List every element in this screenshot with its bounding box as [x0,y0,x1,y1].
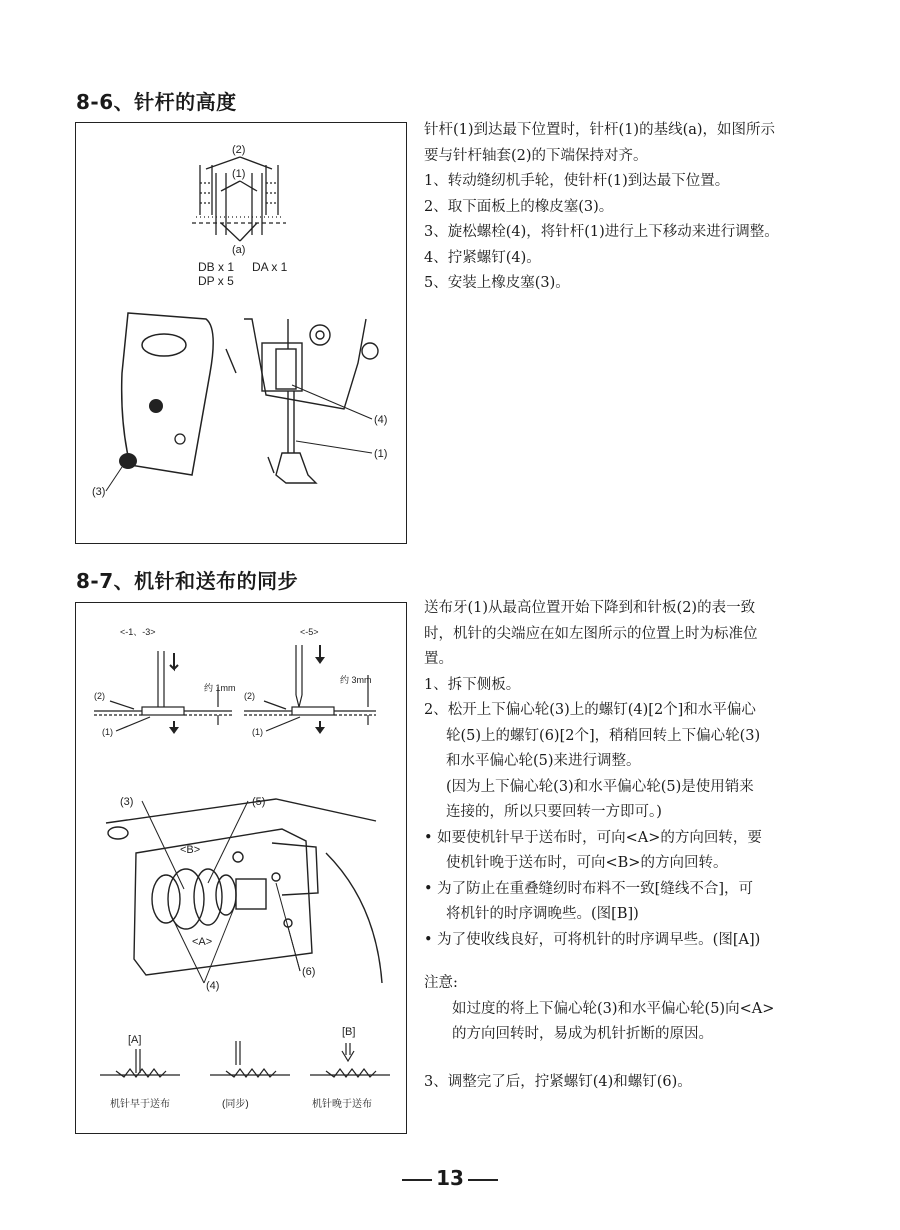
label-a: (a) [232,244,246,256]
section2-line: 置。 [424,651,453,667]
section2-step: 2、松开上下偏心轮(3)上的螺钉(4)[2个]和水平偏心 [424,702,756,718]
label-1b: (1) [374,448,388,460]
section1-step: 5、安装上橡皮塞(3)。 [424,275,570,291]
section2-bullet: • 如要使机针早于送布时，可向<A>的方向回转，要 [424,829,762,846]
needle-feed-timing-figure [75,602,407,1134]
caption-sync: (同步) [222,1099,249,1110]
section2-step-cont: 和水平偏心轮(5)来进行调整。 [446,753,641,769]
label-c3: (3) [120,796,134,808]
label-da: DA x 1 [252,260,288,274]
section2-step: 1、拆下侧板。 [424,676,521,693]
label-1a: (1) [102,727,113,737]
label-top-right: <-5> [300,627,319,637]
section1-step: 4、拧紧螺钉(4)。 [424,249,541,266]
label-cA: <A> [192,936,213,948]
label-2b: (2) [244,691,255,701]
page-dash-right [468,1179,498,1181]
label-c4: (4) [206,980,220,992]
section2-bullet: • 为了防止在重叠缝纫时布料不一致[缝线不合]，可 [424,880,753,897]
caption-early: 机针早于送布 [110,1099,170,1110]
section2-note-paren: (因为上下偏心轮(3)和水平偏心轮(5)是使用销来 [446,778,754,795]
needle-bar-height-figure [75,122,407,544]
section-heading-8-6: 8-6、针杆的高度 [76,90,237,114]
page-number [0,1166,900,1190]
label-3: (3) [92,486,106,498]
section2-bullet: • 为了使收线良好，可将机针的时序调早些。(图[A]) [424,931,761,948]
page-dash-left [402,1179,432,1181]
label-2: (2) [232,144,246,156]
note-line: 的方向回转时，易成为机针折断的原因。 [452,1026,713,1042]
section1-step: 1、转动缝纫机手轮，使针杆(1)到达最下位置。 [424,173,730,189]
section1-paragraph: 针杆(1)到达最下位置时，针杆(1)的基线(a)，如图所示 [424,122,776,138]
label-3mm: 约 3mm [340,675,372,685]
label-4: (4) [374,414,388,426]
section2-line: 送布牙(1)从最高位置开始下降到和针板(2)的表一致 [424,600,756,616]
section2-step-cont: 轮(5)上的螺钉(6)[2个]，稍稍回转上下偏心轮(3) [446,727,761,744]
label-bA: [A] [128,1034,142,1046]
section2-body [424,596,874,1095]
section2-bullet-cont: 使机针晚于送布时，可向<B>的方向回转。 [446,855,728,871]
section1-paragraph: 要与针杆轴套(2)的下端保持对齐。 [424,147,648,164]
needle-bar-diagram [76,123,406,543]
label-cB: <B> [180,844,201,856]
section2-bullet-cont: 将机针的时序调晚些。(图[B]) [446,906,639,922]
page-number-value: 13 [436,1166,464,1190]
label-dp: DP x 5 [198,274,234,288]
label-1: (1) [232,168,246,180]
label-1b2: (1) [252,727,263,737]
section1-body [424,118,864,297]
section-heading-8-7: 8-7、机针和送布的同步 [76,569,299,593]
label-bB: [B] [342,1026,356,1038]
label-top-left: <-1、-3> [120,627,156,637]
rubber-plug-3-icon [119,453,137,469]
note-title: 注意: [424,975,458,991]
caption-late: 机针晚于送布 [312,1099,372,1110]
label-1mm: 约 1mm [204,683,236,693]
label-c6: (6) [302,966,316,978]
note-line: 如过度的将上下偏心轮(3)和水平偏心轮(5)向<A> [452,1000,775,1017]
label-db: DB x 1 [198,260,235,274]
section2-line: 时，机针的尖端应在如左图所示的位置上时为标准位 [424,625,758,642]
section1-step: 3、旋松螺栓(4)，将针杆(1)进行上下移动来进行调整。 [424,224,779,240]
section2-note-paren: 连接的，所以只要回转一方即可。) [446,804,662,820]
label-2a: (2) [94,691,105,701]
section1-step: 2、取下面板上的橡皮塞(3)。 [424,198,614,215]
label-c5: (5) [252,796,266,808]
timing-diagram [76,603,406,1133]
rubber-plug-icon [149,399,163,413]
section2-step3: 3、调整完了后，拧紧螺钉(4)和螺钉(6)。 [424,1073,692,1090]
